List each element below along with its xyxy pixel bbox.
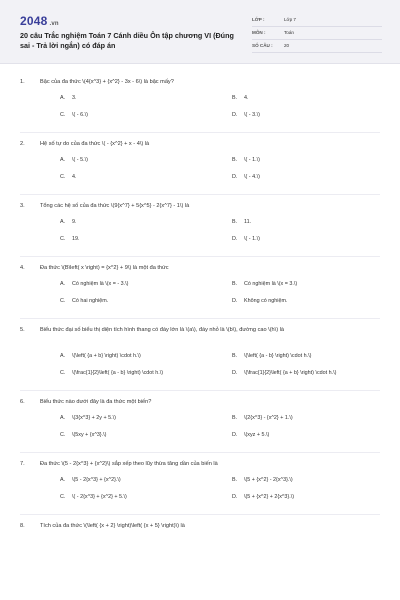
option-text: Không có nghiệm. xyxy=(244,298,288,304)
info-row-grade xyxy=(252,14,382,27)
question-text: Biểu thức nào dưới đây là đa thức một biến? xyxy=(40,399,152,405)
option-letter: D. xyxy=(232,494,238,500)
answer-option[interactable] xyxy=(232,369,336,378)
answer-option[interactable] xyxy=(60,173,77,182)
option-text: \( - 2{x^3} + {x^2} + 5.\) xyxy=(72,494,127,500)
question-divider xyxy=(20,452,380,453)
answer-option[interactable] xyxy=(232,493,294,502)
question-item xyxy=(0,264,400,314)
option-letter: B. xyxy=(232,281,238,287)
option-text: \( - 1.\) xyxy=(244,157,260,163)
option-letter: B. xyxy=(232,415,238,421)
question-stem xyxy=(20,460,400,476)
info-value: Lớp 7 xyxy=(284,17,296,22)
option-letter: C. xyxy=(60,112,66,118)
answer-option[interactable] xyxy=(232,352,311,361)
question-number: 6. xyxy=(20,399,25,405)
option-text: \(5 + {x^2} - 2{x^3}.\) xyxy=(244,477,293,483)
option-text: \( - 1.\) xyxy=(244,236,260,242)
question-stem xyxy=(20,326,400,352)
answer-option[interactable] xyxy=(60,476,121,485)
question-item xyxy=(0,140,400,190)
option-row xyxy=(20,280,400,297)
question-number: 5. xyxy=(20,327,25,333)
question-stem xyxy=(20,202,400,218)
option-row xyxy=(20,352,400,369)
option-letter: D. xyxy=(232,112,238,118)
option-text: \(2{x^3} - {x^2} + 1.\) xyxy=(244,415,293,421)
answer-option[interactable] xyxy=(232,111,260,120)
info-value: Toán xyxy=(284,30,294,35)
option-letter: D. xyxy=(232,174,238,180)
question-divider xyxy=(20,514,380,515)
option-text: 11. xyxy=(244,219,252,225)
question-stem xyxy=(20,264,400,280)
question-stem xyxy=(20,78,400,94)
option-row xyxy=(20,94,400,111)
option-row xyxy=(20,476,400,493)
option-text: Có hai nghiệm. xyxy=(72,298,109,304)
logo-text: 2048 xyxy=(20,14,48,28)
option-letter: A. xyxy=(60,157,66,163)
question-divider xyxy=(20,194,380,195)
option-letter: B. xyxy=(232,95,238,101)
info-label: SỐ CÂU : xyxy=(252,43,273,48)
option-row xyxy=(20,369,400,386)
option-text: Có nghiệm là \(x = 3.\) xyxy=(244,281,298,287)
answer-option[interactable] xyxy=(60,297,108,306)
info-row-subject xyxy=(252,27,382,40)
option-row xyxy=(20,431,400,448)
answer-option[interactable] xyxy=(60,111,88,120)
option-row xyxy=(20,111,400,128)
site-logo[interactable] xyxy=(20,14,59,28)
question-number: 8. xyxy=(20,523,25,529)
answer-option[interactable] xyxy=(232,173,260,182)
document-header xyxy=(0,0,400,64)
answer-option[interactable] xyxy=(60,94,77,103)
answer-option[interactable] xyxy=(60,280,128,289)
option-text: Có nghiệm là \(x = - 3.\) xyxy=(72,281,129,287)
option-letter: A. xyxy=(60,281,66,287)
option-letter: D. xyxy=(232,236,238,242)
option-text: \(\left( {a + b} \right) \cdot h.\) xyxy=(72,353,141,359)
option-letter: B. xyxy=(232,157,238,163)
answer-option[interactable] xyxy=(232,476,293,485)
option-letter: A. xyxy=(60,415,66,421)
question-divider xyxy=(20,256,380,257)
question-text: Đa thức \(5 - 2{x^3} + {x^2}\) sắp xếp theo lũy thừa tăng dần của biến là xyxy=(40,461,218,467)
question-item xyxy=(0,460,400,510)
question-stem xyxy=(20,522,400,538)
option-letter: C. xyxy=(60,298,66,304)
answer-option[interactable] xyxy=(60,352,141,361)
document-title: 20 câu Trắc nghiệm Toán 7 Cánh diều Ôn tập chương VI (Đúng sai - Trả lời ngắn) có đáp án xyxy=(20,31,234,50)
option-row xyxy=(20,235,400,252)
question-divider xyxy=(20,390,380,391)
option-row xyxy=(20,218,400,235)
info-label: MÔN : xyxy=(252,30,266,35)
question-item xyxy=(0,398,400,448)
answer-option[interactable] xyxy=(60,235,80,244)
question-divider xyxy=(20,318,380,319)
option-letter: C. xyxy=(60,370,66,376)
option-text: \( - 3.\) xyxy=(244,112,260,118)
logo-suffix: .vn xyxy=(49,21,59,27)
option-letter: A. xyxy=(60,95,66,101)
question-text: Hệ số tự do của đa thức \( - {x^2} + x - 4\) là xyxy=(40,141,150,147)
option-text: \(5 - 2{x^3} + {x^2}.\) xyxy=(72,477,121,483)
question-number: 2. xyxy=(20,141,25,147)
option-row xyxy=(20,493,400,510)
option-text: \(\left( {a - b} \right) \cdot h.\) xyxy=(244,353,312,359)
option-letter: A. xyxy=(60,353,66,359)
document-info xyxy=(252,14,382,53)
answer-option[interactable] xyxy=(232,235,260,244)
option-letter: A. xyxy=(60,219,66,225)
question-item xyxy=(0,326,400,386)
answer-option[interactable] xyxy=(60,218,77,227)
option-text: \(\frac{1}{2}\left( {a - b} \right) \cdot h.\) xyxy=(72,370,164,376)
answer-option[interactable] xyxy=(232,94,249,103)
option-letter: B. xyxy=(232,353,238,359)
option-row xyxy=(20,297,400,314)
answer-option[interactable] xyxy=(232,414,293,423)
option-text: \(5xy + {x^3}.\) xyxy=(72,432,107,438)
option-letter: C. xyxy=(60,236,66,242)
answer-option[interactable] xyxy=(232,280,297,289)
option-text: \(3{x^3} + 2y + 5.\) xyxy=(72,415,116,421)
option-row xyxy=(20,414,400,431)
answer-option[interactable] xyxy=(232,297,287,306)
question-text: Bậc của đa thức \(4{x^3} + {x^2} - 3x - 6\) là bậc mấy? xyxy=(40,79,174,85)
question-item xyxy=(0,522,400,538)
question-stem xyxy=(20,398,400,414)
option-letter: C. xyxy=(60,432,66,438)
option-text: 4. xyxy=(244,95,249,101)
option-text: 4. xyxy=(72,174,77,180)
question-text: Tích của đa thức \(\left( {x + 2} \right)\left( {x + 5} \right)\) là xyxy=(40,523,185,529)
question-divider xyxy=(20,132,380,133)
question-item xyxy=(0,202,400,252)
answer-option[interactable] xyxy=(60,369,163,378)
answer-option[interactable] xyxy=(60,431,106,440)
option-letter: D. xyxy=(232,432,238,438)
question-text: Tổng các hệ số của đa thức \(9{x^7} + 5{x^5} - 2{x^7} - 1\) là xyxy=(40,203,190,209)
answer-option[interactable] xyxy=(232,431,269,440)
question-number: 3. xyxy=(20,203,25,209)
option-text: \(5 + {x^2} + 2{x^3}.\) xyxy=(244,494,295,500)
option-letter: C. xyxy=(60,494,66,500)
option-letter: D. xyxy=(232,370,238,376)
question-item xyxy=(0,78,400,128)
option-letter: D. xyxy=(232,298,238,304)
answer-option[interactable] xyxy=(60,156,88,165)
question-number: 7. xyxy=(20,461,25,467)
info-label: LỚP : xyxy=(252,17,265,22)
info-row-count xyxy=(252,40,382,53)
option-letter: A. xyxy=(60,477,66,483)
option-text: \( - 6.\) xyxy=(72,112,88,118)
answer-option[interactable] xyxy=(60,493,127,502)
question-text: Đa thức \(B\left( x \right) = {x^2} + 9\) là một đa thức xyxy=(40,265,169,271)
question-text: Biểu thức đại số biểu thị diện tích hình thang có đáy lớn là \(a\), đáy nhỏ là \(b\), đường cao \(h\) là xyxy=(40,327,284,333)
option-text: \( - 4.\) xyxy=(244,174,260,180)
option-text: 3. xyxy=(72,95,77,101)
option-text: 19. xyxy=(72,236,80,242)
question-list xyxy=(0,78,400,538)
option-letter: B. xyxy=(232,477,238,483)
question-stem xyxy=(20,140,400,156)
question-number: 4. xyxy=(20,265,25,271)
option-row xyxy=(20,156,400,173)
answer-option[interactable] xyxy=(232,156,260,165)
answer-option[interactable] xyxy=(60,414,116,423)
option-letter: C. xyxy=(60,174,66,180)
option-text: \(\frac{1}{2}\left( {a + b} \right) \cdot h.\) xyxy=(244,370,337,376)
option-text: 9. xyxy=(72,219,77,225)
question-number: 1. xyxy=(20,79,25,85)
option-row xyxy=(20,173,400,190)
option-text: \(xyz + 5.\) xyxy=(244,432,270,438)
answer-option[interactable] xyxy=(232,218,251,227)
info-value: 20 xyxy=(284,43,290,48)
option-letter: B. xyxy=(232,219,238,225)
option-text: \( - 5.\) xyxy=(72,157,88,163)
